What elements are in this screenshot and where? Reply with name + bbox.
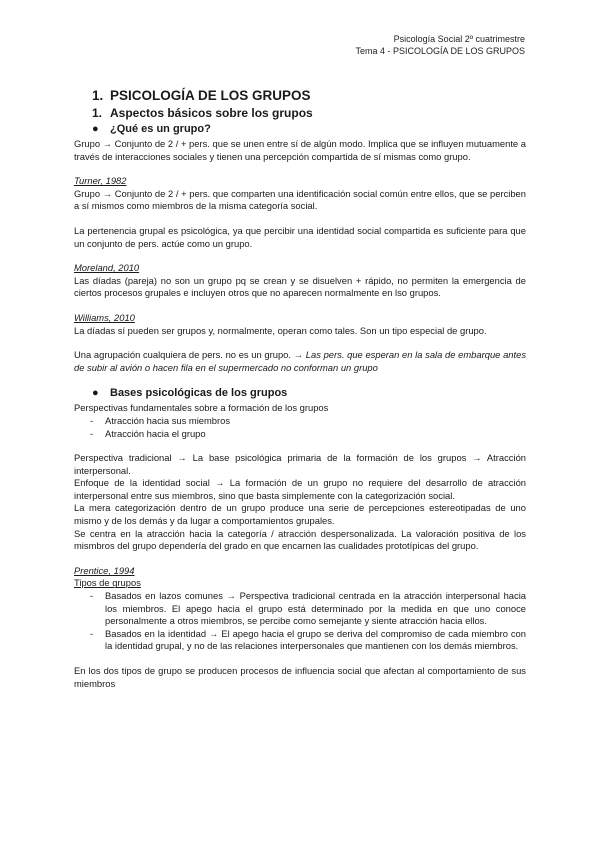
subtitle-number: 1. [92,106,103,120]
paragraph-enfoque: Enfoque de la identidad social → La formación de un grupo no requiere del desarrollo de atracción interpersonal entre sus miembros, sino que basta simplemente con la categorización social. [74,477,526,501]
paragraph-agrupacion [74,349,526,374]
agrupacion-plain: Una agrupación cualquiera de pers. no es un grupo. → [74,349,306,361]
subtitle-text: Aspectos básicos sobre los grupos [110,106,313,120]
paragraph-williams: La díadas sí pueden ser grupos y, normalmente, operan como tales. Son un tipo especial de grupo. [74,324,487,336]
list-item: - Basados en lazos comunes → Perspectiva tradicional centrada en la atracción interpersonal hacia los miembros. El apego hacia el grupo está determinado por la medida en que uno conoce personalmente a otros miembros, se percibe como semejante y siente atracción hacia ellos. [74,590,526,628]
list-item: - Atracción hacia el grupo [74,428,526,441]
list-item: - Basados en la identidad → El apego hacia el grupo se deriva del compromiso de cada miembro con la identidad grupal, y no de las relaciones interpersonales que mantienen con los demás miembros. [74,628,526,653]
paragraph-tradicional: Perspectiva tradicional → La base psicológica primaria de la formación de los grupos → Atracción interpersonal. [74,452,526,476]
document-body [74,88,526,690]
agrupacion-example: Las pers. que esperan en la sala de embarque antes de subir al avión o hacen fila en el supermercado no conforman un grupo [74,349,527,373]
paragraph-perspectivas: Perspectivas fundamentales sobre a formación de los grupos [74,402,329,414]
main-title [92,88,526,104]
bullet-icon: ● [92,387,99,400]
paragraph-grupo-definition: Grupo → Conjunto de 2 / + pers. que se unen entre sí de algún modo. Implica que se influyen mutuamente a través de interacciones sociales y tienen una percepción compartida de sí mismas como grupo. [74,138,526,162]
list-atraccion [74,415,526,440]
citation-moreland: Moreland, 2010 [74,262,140,274]
citation-prentice: Prentice, 1994 [74,564,135,576]
section-heading-que-es [92,122,526,136]
paragraph-moreland: Las díadas (pareja) no son un grupo pq se crean y se disuelven + rápido, no permiten la emergencia de ciertos procesos grupales e incluyen otros que no aparecen normalmente en lso grupos. [74,274,526,299]
list-item: - Atracción hacia sus miembros [74,415,526,428]
paragraph-centra: Se centra en la atracción hacia la categoría / atracción despersonalizada. La valoración positiva de los mismbros del grupo dependería del grado en que encarnen las cualidades prototípicas del grupo. [74,527,526,552]
section-heading-bases [92,386,526,400]
paragraph-categorizacion: La mera categorización dentro de un grupo produce una serie de percepciones estereotipadas de uno mismo y de los demás y da lugar a comportamientos grupales. [74,502,526,527]
paragraph-turner: Grupo → Conjunto de 2 / + pers. que comparten una identificación social común entre ellos, que se perciben a sí mismos como miembros de la misma categoría social. [74,187,526,212]
paragraph-conclusion: En los dos tipos de grupo se producen procesos de influencia social que afectan al comportamiento de sus miembros [74,665,526,689]
tipos-heading: Tipos de grupos [74,577,141,589]
section-heading-text: Bases psicológicas de los grupos [110,387,288,400]
citation-turner: Turner, 1982 [74,175,127,187]
main-title-number: 1. [92,88,104,103]
bullet-icon: ● [92,123,99,135]
header-course: Psicología Social 2º cuatrimestre [393,34,525,44]
list-tipos [74,590,526,653]
main-title-text: PSICOLOGÍA DE LOS GRUPOS [110,88,311,103]
paragraph-pertenencia: La pertenencia grupal es psicológica, ya que percibir una identidad social compartida es suficiente para que un conjunto de pers. actúe como un grupo. [74,224,526,249]
subtitle [92,106,526,121]
citation-williams: Williams, 2010 [74,311,135,323]
section-heading-text: ¿Qué es un grupo? [110,123,211,135]
header-topic: Tema 4 - PSICOLOGÍA DE LOS GRUPOS [355,46,525,56]
page-header [355,33,525,57]
